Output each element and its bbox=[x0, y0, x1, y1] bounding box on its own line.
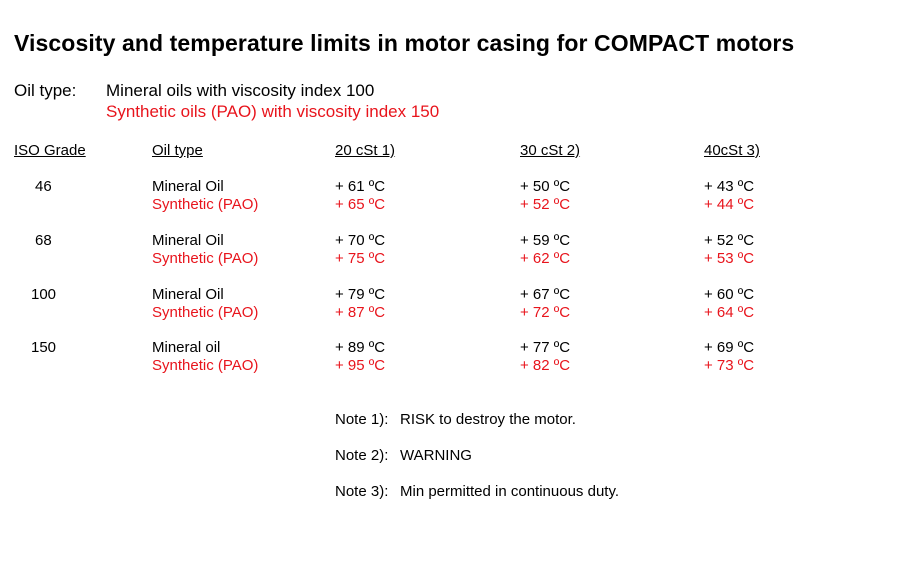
iso-grade: 100 bbox=[31, 286, 57, 303]
temp-30cst-synthetic: + 62 ºC bbox=[520, 250, 571, 267]
header-oil-type: Oil type bbox=[152, 142, 203, 159]
header-20cst: 20 cSt 1) bbox=[335, 142, 396, 159]
temp-30cst-synthetic: + 52 ºC bbox=[520, 196, 571, 213]
oil-synthetic: Synthetic (PAO) bbox=[152, 357, 259, 374]
temp-40cst-synthetic: + 53 ºC bbox=[704, 250, 755, 267]
temp-20cst-synthetic: + 87 ºC bbox=[335, 304, 386, 321]
header-40cst: 40cSt 3) bbox=[704, 142, 760, 159]
oil-synthetic: Synthetic (PAO) bbox=[152, 304, 259, 321]
temp-20cst-mineral: + 61 ºC bbox=[335, 178, 386, 195]
note-2-text: WARNING bbox=[400, 447, 472, 464]
oil-mineral: Mineral Oil bbox=[152, 286, 224, 303]
oil-synthetic: Synthetic (PAO) bbox=[152, 250, 259, 267]
note-1-label: Note 1): bbox=[335, 411, 389, 428]
oil-mineral: Mineral Oil bbox=[152, 232, 224, 249]
oil-type-mineral: Mineral oils with viscosity index 100 bbox=[106, 81, 375, 100]
temp-40cst-mineral: + 52 ºC bbox=[704, 232, 755, 249]
temp-30cst-mineral: + 59 ºC bbox=[520, 232, 571, 249]
note-1-text: RISK to destroy the motor. bbox=[400, 411, 576, 428]
temp-20cst-mineral: + 70 ºC bbox=[335, 232, 386, 249]
temp-40cst-mineral: + 60 ºC bbox=[704, 286, 755, 303]
page-title: Viscosity and temperature limits in motor casing for COMPACT motors bbox=[14, 30, 795, 56]
note-2-label: Note 2): bbox=[335, 447, 389, 464]
oil-type-synthetic: Synthetic oils (PAO) with viscosity index 150 bbox=[106, 102, 440, 121]
oil-mineral: Mineral oil bbox=[152, 339, 221, 356]
header-iso-grade: ISO Grade bbox=[14, 142, 86, 159]
iso-grade: 68 bbox=[35, 232, 52, 249]
temp-20cst-mineral: + 89 ºC bbox=[335, 339, 386, 356]
temp-30cst-mineral: + 67 ºC bbox=[520, 286, 571, 303]
temp-40cst-synthetic: + 64 ºC bbox=[704, 304, 755, 321]
header-30cst: 30 cSt 2) bbox=[520, 142, 581, 159]
temp-20cst-synthetic: + 75 ºC bbox=[335, 250, 386, 267]
iso-grade: 150 bbox=[31, 339, 57, 356]
temp-20cst-mineral: + 79 ºC bbox=[335, 286, 386, 303]
temp-40cst-mineral: + 43 ºC bbox=[704, 178, 755, 195]
oil-synthetic: Synthetic (PAO) bbox=[152, 196, 259, 213]
iso-grade: 46 bbox=[35, 178, 52, 195]
note-3-label: Note 3): bbox=[335, 483, 389, 500]
temp-40cst-synthetic: + 44 ºC bbox=[704, 196, 755, 213]
temp-20cst-synthetic: + 95 ºC bbox=[335, 357, 386, 374]
temp-20cst-synthetic: + 65 ºC bbox=[335, 196, 386, 213]
temp-40cst-mineral: + 69 ºC bbox=[704, 339, 755, 356]
oil-mineral: Mineral Oil bbox=[152, 178, 224, 195]
temp-30cst-synthetic: + 82 ºC bbox=[520, 357, 571, 374]
note-3-text: Min permitted in continuous duty. bbox=[400, 483, 620, 500]
oil-type-label: Oil type: bbox=[14, 81, 77, 100]
temp-30cst-mineral: + 50 ºC bbox=[520, 178, 571, 195]
temp-30cst-mineral: + 77 ºC bbox=[520, 339, 571, 356]
temp-40cst-synthetic: + 73 ºC bbox=[704, 357, 755, 374]
temp-30cst-synthetic: + 72 ºC bbox=[520, 304, 571, 321]
